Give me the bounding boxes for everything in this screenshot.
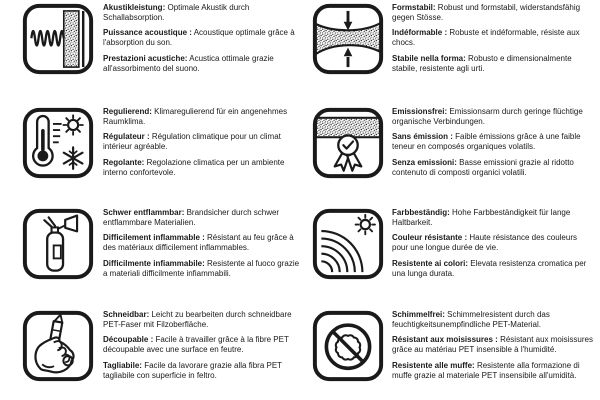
feature-label-it: Prestazioni acustiche: [103, 53, 188, 63]
feature-texts [103, 107, 300, 183]
feature-texts [103, 208, 300, 284]
feature-desc-fr: Régulation climatique pour un climat intérieur agréable. [103, 132, 281, 152]
feature-label-it: Senza emissioni: [392, 157, 457, 167]
fire-resistance-icon [22, 208, 94, 280]
feature-de [103, 107, 300, 126]
feature-label-fr: Indéformable : [392, 28, 448, 38]
cuttable-icon [22, 310, 94, 382]
feature-card-cuttable [0, 307, 300, 400]
feature-desc-fr: Faible émissions grâce à une faible teneur en composés organiques volatils. [392, 132, 581, 152]
feature-fr [392, 335, 594, 354]
feature-label-de: Farbbeständig: [392, 208, 450, 217]
feature-label-de: Schimmelfrei: [392, 310, 445, 319]
feature-card-emission [300, 104, 600, 205]
feature-texts [392, 3, 594, 79]
feature-desc-de: Klimaregulierend für ein angenehmes Raumklima. [103, 107, 288, 126]
feature-desc-it: Resistente alla formazione di muffe grazie al materiale PET insensibile all'umidità. [392, 360, 580, 380]
feature-it [103, 54, 300, 73]
feature-label-de: Schneidbar: [103, 310, 150, 319]
feature-desc-it: Basse emissioni grazie al ridotto contenuto di composti organici volatili. [392, 157, 574, 177]
shape-stability-icon [312, 3, 384, 75]
feature-label-it: Regolante: [103, 157, 145, 167]
feature-it [392, 361, 594, 380]
feature-label-it: Resistente ai colori: [392, 258, 469, 268]
climate-regulation-icon [22, 107, 94, 179]
feature-label-fr: Puissance acoustique : [103, 28, 192, 38]
feature-desc-it: Resistente al fuoco grazie a materiali difficilmente infiammabili. [103, 258, 300, 278]
feature-label-it: Stabile nella forma: [392, 53, 466, 63]
feature-desc-fr: Facile à travailler grâce à la fibre PET découpable avec une surface en feutre. [103, 335, 289, 355]
feature-label-fr: Difficilement inflammable : [103, 233, 205, 243]
feature-it [103, 158, 300, 177]
feature-label-de: Formstabil: [392, 3, 436, 12]
feature-label-fr: Résistant aux moisissures : [392, 335, 498, 345]
feature-texts [392, 310, 594, 386]
feature-desc-it: Acustica ottimale grazie all'assorbimento del suono. [103, 53, 274, 73]
feature-it [392, 54, 594, 73]
feature-desc-de: Hohe Farbbeständigkeit für lange Haltbarkeit. [392, 208, 571, 227]
feature-fr [103, 233, 300, 252]
feature-label-it: Difficilmente infiammabile: [103, 258, 205, 268]
feature-desc-de: Leicht zu bearbeiten durch schneidbare PET-Faser mit Filzoberfläche. [103, 310, 292, 329]
feature-desc-de: Brandsicher durch schwer entflammbare Materialien. [103, 208, 280, 227]
feature-desc-it: Robusto e dimensionalmente stabile, resistente agli urti. [392, 53, 572, 73]
feature-desc-it: Facile da lavorare grazie alla fibra PET tagliabile con superficie in feltro. [103, 360, 282, 380]
feature-label-de: Regulierend: [103, 107, 152, 116]
feature-desc-fr: Acoustique optimale grâce à l'absorption du son. [103, 28, 295, 48]
feature-label-it: Tagliabile: [103, 360, 142, 370]
feature-desc-de: Emissionsarm durch geringe flüchtige organische Verbindungen. [392, 107, 583, 126]
feature-de [392, 3, 594, 22]
mold-resistance-icon [312, 310, 384, 382]
feature-desc-de: Schimmelresistent durch das feuchtigkeitsunempfindliche PET-Material. [392, 310, 550, 329]
feature-it [103, 361, 300, 380]
feature-label-de: Schwer entflammbar: [103, 208, 185, 217]
feature-de [103, 3, 300, 22]
feature-fr [392, 28, 594, 47]
feature-label-fr: Découpable : [103, 335, 154, 345]
feature-card-fire [0, 205, 300, 307]
feature-texts [392, 208, 594, 284]
feature-card-shape-stability [300, 0, 600, 104]
feature-label-de: Akustikleistung: [103, 3, 166, 12]
feature-card-climate [0, 104, 300, 205]
feature-it [392, 259, 594, 278]
feature-desc-it: Elevata resistenza cromatica per una lunga durata. [392, 258, 587, 278]
feature-desc-fr: Résistant au feu grâce à des matériaux difficilement inflammables. [103, 233, 294, 253]
feature-card-acoustic [0, 0, 300, 104]
feature-desc-fr: Haute résistance des couleurs pour une longue durée de vie. [392, 233, 577, 253]
feature-fr [392, 132, 594, 151]
feature-desc-fr: Résistant aux moisissures grâce au matériau PET insensible à l'humidité. [392, 335, 593, 355]
feature-label-de: Emissionsfrei: [392, 107, 448, 116]
feature-de [392, 208, 594, 227]
feature-fr [103, 28, 300, 47]
feature-it [392, 158, 594, 177]
feature-de [103, 310, 300, 329]
feature-card-mold [300, 307, 600, 400]
feature-texts [103, 310, 300, 386]
feature-label-fr: Sans émission : [392, 132, 453, 142]
feature-label-fr: Couleur résistante : [392, 233, 468, 243]
feature-it [103, 259, 300, 278]
feature-texts [103, 3, 300, 79]
low-emission-icon [312, 107, 384, 179]
feature-fr [103, 132, 300, 151]
sound-absorption-icon [22, 3, 94, 75]
feature-card-color [300, 205, 600, 307]
feature-texts [392, 107, 594, 183]
feature-label-it: Resistente alle muffe: [392, 360, 475, 370]
feature-desc-fr: Robuste et indéformable, résiste aux chocs. [392, 28, 580, 48]
feature-de [392, 310, 594, 329]
feature-desc-de: Optimale Akustik durch Schallabsorption. [103, 3, 250, 22]
feature-de [392, 107, 594, 126]
feature-fr [392, 233, 594, 252]
feature-label-fr: Régulateur : [103, 132, 150, 142]
feature-de [103, 208, 300, 227]
feature-desc-it: Regolazione climatica per un ambiente interno confortevole. [103, 157, 285, 177]
feature-desc-de: Robust und formstabil, widerstandsfähig gegen Stösse. [392, 3, 581, 22]
color-fastness-icon [312, 208, 384, 280]
feature-fr [103, 335, 300, 354]
